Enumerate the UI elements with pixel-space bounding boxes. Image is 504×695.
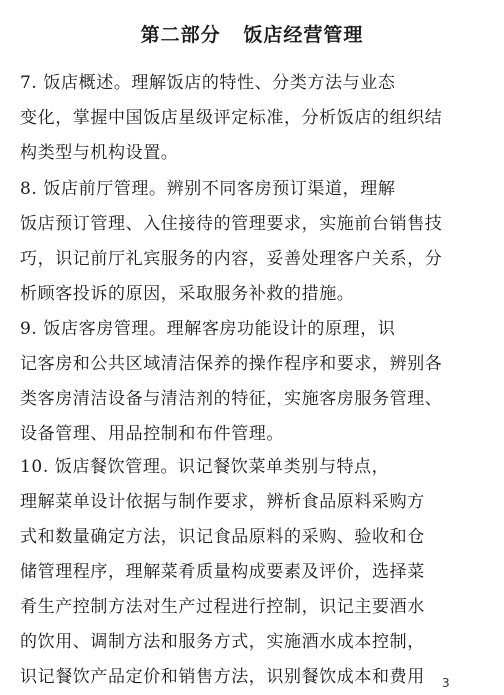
text-line: 析顾客投诉的原因，采取服务补救的措施。 [20, 284, 355, 304]
text-line: 7. 饭店概述。理解饭店的特性、分类方法与业态 [20, 73, 396, 93]
paragraph-9 [20, 312, 492, 452]
paragraph-8 [20, 172, 492, 312]
paragraph-7 [20, 66, 492, 171]
text-line: 饭店预订管理、入住接待的管理要求，实施前台销售技 [20, 214, 443, 234]
section-title: 第二部分 饭店经营管理 [140, 24, 364, 46]
paragraph-10 [20, 450, 492, 695]
text-line: 8. 饭店前厅管理。辨别不同客房预订渠道，理解 [20, 179, 396, 199]
text-line: 设备管理、用品控制和布件管理。 [20, 424, 284, 444]
text-line: 类客房清洁设备与清洁剂的特征，实施客房服务管理、 [20, 389, 443, 409]
text-line: 肴生产控制方法对生产过程进行控制，识记主要酒水 [20, 597, 425, 617]
text-line: 构类型与机构设置。 [20, 143, 179, 163]
text-line: 巧，识记前厅礼宾服务的内容，妥善处理客户关系，分 [20, 249, 443, 269]
text-line: 式和数量确定方法，识记食品原料的采购、验收和仓 [20, 527, 425, 547]
text-line: 的饮用、调制方法和服务方式，实施酒水成本控制， [20, 632, 425, 652]
text-line: 10. 饭店餐饮管理。识记餐饮菜单类别与特点， [20, 457, 390, 477]
text-line: 9. 饭店客房管理。理解客房功能设计的原理，识 [20, 319, 396, 339]
text-line: 储管理程序，理解菜肴质量构成要素及评价，选择菜 [20, 562, 425, 582]
text-line: 理解菜单设计依据与制作要求，辨析食品原料采购方 [20, 492, 425, 512]
text-line: 识记餐饮产品定价和销售方法，识别餐饮成本和费用 [20, 667, 425, 687]
page-number: 3 [442, 676, 450, 690]
text-line: 记客房和公共区域清洁保养的操作程序和要求，辨别各 [20, 354, 443, 374]
text-line: 变化，掌握中国饭店星级评定标准，分析饭店的组织结 [20, 108, 443, 128]
